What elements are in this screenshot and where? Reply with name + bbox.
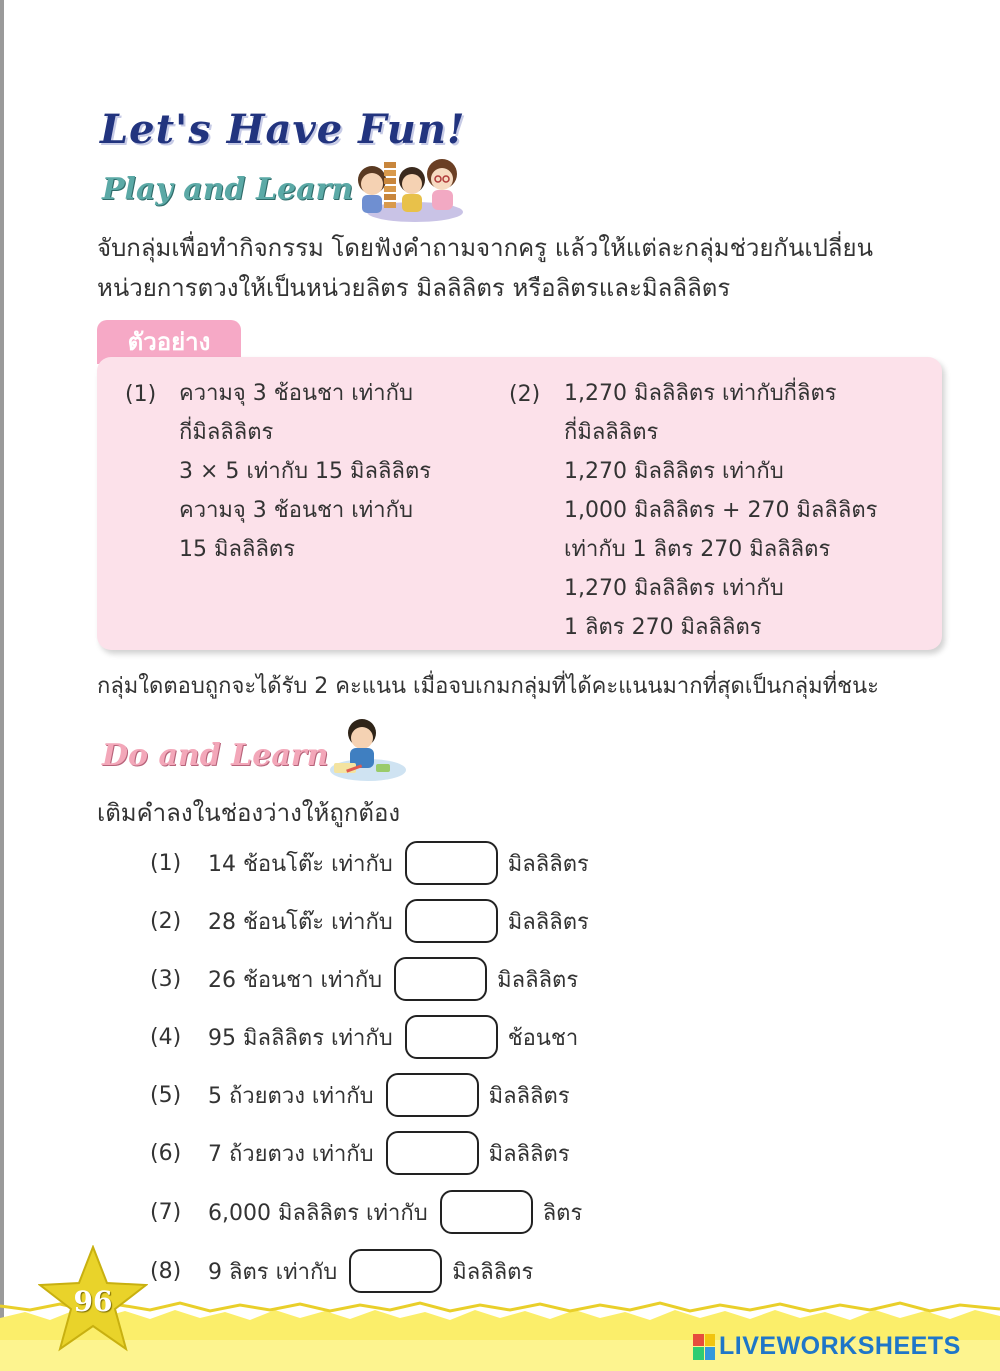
intro-line-1: จับกลุ่มเพื่อทำกิจกรรม โดยฟังคำถามจากครู แล้วให้แต่ละกลุ่มช่วยกันเปลี่ยน [97,234,873,262]
boy-writing-illustration [320,715,408,785]
exercise-number: (4) [150,1024,182,1050]
example-box [97,357,942,650]
example-1-line: กี่มิลลิลิตร [179,420,274,445]
example-tab: ตัวอย่าง [97,320,241,364]
answer-input[interactable] [405,841,498,885]
exercise-unit: มิลลิลิตร [497,967,579,993]
page-title: Let's Have Fun! [100,106,466,153]
exercise-prompt: 26 ช้อนชา เท่ากับ [208,967,383,993]
answer-input[interactable] [349,1249,442,1293]
kids-playing-illustration [340,150,465,225]
exercise-number: (3) [150,966,182,992]
exercise-prompt: 7 ถ้วยตวง เท่ากับ [208,1141,374,1167]
exercise-prompt: 9 ลิตร เท่ากับ [208,1259,338,1285]
answer-input[interactable] [405,1015,498,1059]
exercise-row [150,1071,570,1119]
answer-input[interactable] [405,899,498,943]
exercise-row [150,1188,582,1236]
page-number: 96 [73,1285,113,1318]
example-1-text [179,374,431,569]
exercise-unit: ลิตร [542,1200,583,1226]
exercise-prompt: 14 ช้อนโต๊ะ เท่ากับ [208,851,393,877]
example-2-text [564,374,877,647]
exercise-unit: มิลลิลิตร [507,909,589,935]
example-1-line: 3 × 5 เท่ากับ 15 มิลลิลิตร [179,459,432,484]
example-2-line: 1,270 มิลลิลิตร เท่ากับกี่ลิตร [564,381,837,406]
exercise-unit: มิลลิลิตร [452,1259,534,1285]
exercise-number: (7) [150,1199,182,1225]
example-2-line: เท่ากับ 1 ลิตร 270 มิลลิลิตร [564,537,831,562]
page-edge [0,0,4,1371]
liveworksheets-logo-icon [693,1334,715,1360]
example-2-line: 1 ลิตร 270 มิลลิลิตร [564,615,762,640]
example-2-line: 1,270 มิลลิลิตร เท่ากับ [564,459,784,484]
example-2-number: (2) [509,382,541,407]
example-1-number: (1) [125,382,157,407]
do-and-learn-heading: Do and Learn [102,738,329,773]
answer-input[interactable] [386,1131,479,1175]
liveworksheets-brand-text: LIVEWORKSHEETS [719,1332,961,1360]
exercise-number: (6) [150,1140,182,1166]
exercise-number: (2) [150,908,182,934]
exercise-row [150,1247,533,1295]
example-2-line: 1,270 มิลลิลิตร เท่ากับ [564,576,784,601]
instruction: เติมคำลงในช่องว่างให้ถูกต้อง [97,799,401,827]
exercise-unit: ช้อนชา [507,1025,579,1051]
example-2-line: กี่มิลลิลิตร [564,420,659,445]
exercise-prompt: 5 ถ้วยตวง เท่ากับ [208,1083,374,1109]
example-1-line: 15 มิลลิลิตร [179,537,296,562]
exercise-prompt: 95 มิลลิลิตร เท่ากับ [208,1025,393,1051]
exercise-row [150,1013,578,1061]
example-1-line: ความจุ 3 ช้อนชา เท่ากับ [179,498,413,523]
exercise-row [150,1129,570,1177]
exercise-row [150,955,578,1003]
exercise-row [150,897,589,945]
play-and-learn-heading: Play and Learn [102,172,354,207]
exercise-number: (1) [150,850,182,876]
scoring-rule: กลุ่มใดตอบถูกจะได้รับ 2 คะแนน เมื่อจบเกมกลุ่มที่ได้คะแนนมากที่สุดเป็นกลุ่มที่ชนะ [97,674,879,699]
answer-input[interactable] [440,1190,533,1234]
exercise-number: (8) [150,1258,182,1284]
example-1-line: ความจุ 3 ช้อนชา เท่ากับ [179,381,413,406]
example-2-line: 1,000 มิลลิลิตร + 270 มิลลิลิตร [564,498,878,523]
exercise-row [150,839,589,887]
liveworksheets-logo [693,1332,961,1361]
answer-input[interactable] [394,957,487,1001]
intro-line-2: หน่วยการตวงให้เป็นหน่วยลิตร มิลลิลิตร หรือลิตรและมิลลิลิตร [97,274,731,302]
answer-input[interactable] [386,1073,479,1117]
exercise-unit: มิลลิลิตร [507,851,589,877]
exercise-unit: มิลลิลิตร [488,1083,570,1109]
exercise-unit: มิลลิลิตร [488,1141,570,1167]
exercise-prompt: 6,000 มิลลิลิตร เท่ากับ [208,1200,428,1226]
intro-paragraph [97,228,917,308]
exercise-prompt: 28 ช้อนโต๊ะ เท่ากับ [208,909,393,935]
exercise-number: (5) [150,1082,182,1108]
